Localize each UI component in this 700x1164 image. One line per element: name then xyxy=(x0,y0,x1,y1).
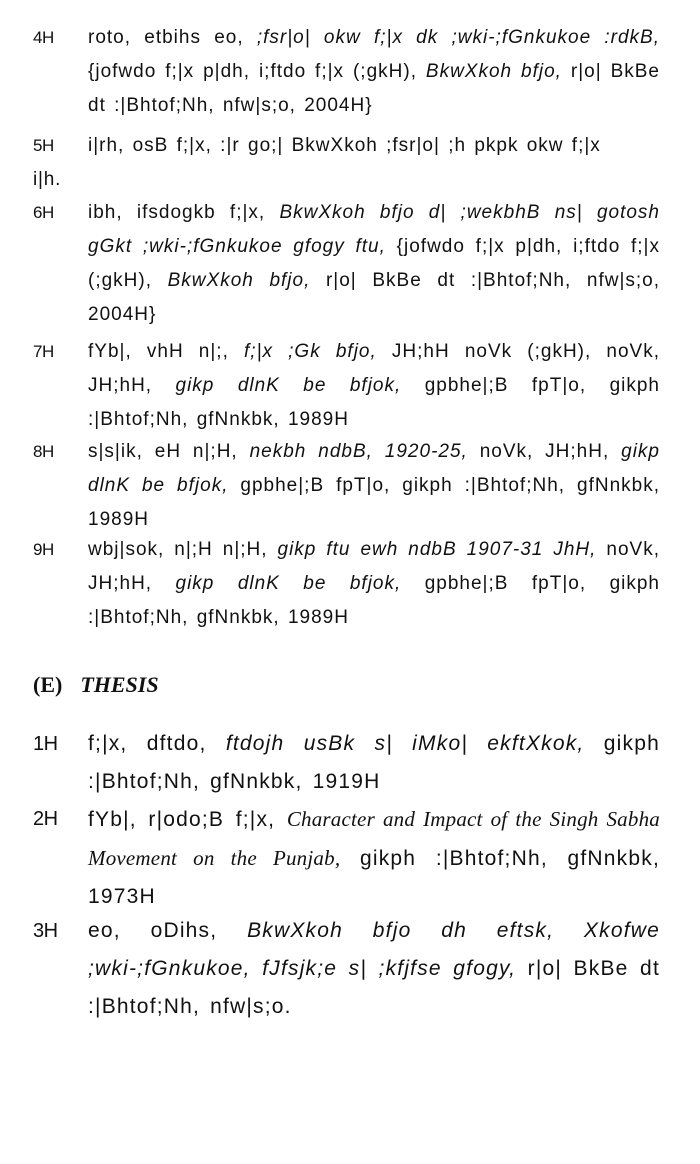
section-heading xyxy=(33,668,159,702)
entry-number: 7H xyxy=(33,342,54,361)
entry-number: 3H xyxy=(33,920,58,942)
entry-number: 1H xyxy=(33,733,58,755)
entry-number: 6H xyxy=(33,203,54,222)
entry-text: roto, etbihs eo, ;fsr|o| okw f;|x dk ;wki-;fGnkukoe :rdkB, {jofwdo f;|x p|dh, i;ftdo f;|x (;gkH), BkwXkoh bfjo, r|o| BkBe dt :|Bhtof;Nh, nfw|s;o, 2004H} xyxy=(88,27,661,116)
entry-text: fYb|, r|odo;B f;|x, Character and Impact of the Singh Sabha Movement on the Punjab, gikph :|Bhtof;Nh, gfNnkbk, 1973H xyxy=(88,807,660,908)
entry-text: f;|x, dftdo, ftdojh usBk s| iMko| ekftXkok, gikph :|Bhtof;Nh, gfNnkbk, 1919H xyxy=(88,732,660,793)
entry-text: s|s|ik, eH n|;H, nekbh ndbB, 1920-25, noVk, JH;hH, gikp dlnK be bfjok, gpbhe|;B fpT|o, gikph :|Bhtof;Nh, gfNnkbk, 1989H xyxy=(88,441,660,530)
section-title: THESIS xyxy=(80,672,159,697)
entry-text: i|rh, osB f;|x, :|r go;| BkwXkoh ;fsr|o| ;h pkpk okw f;|x xyxy=(88,135,601,156)
entry-number: 4H xyxy=(33,28,54,47)
entry-text: eo, oDihs, BkwXkoh bfjo dh eftsk, Xkofwe ;wki-;fGnkukoe, fJfsjk;e s| ;kfjfse gfogy, r|o| BkBe dt :|Bhtof;Nh, nfw|s;o. xyxy=(88,919,660,1018)
section-label: (E) xyxy=(33,672,63,697)
entry-text: ibh, ifsdogkb f;|x, BkwXkoh bfjo d| ;wekbhB ns| gotosh gGkt ;wki-;fGnkukoe gfogy ftu, {jofwdo f;|x p|dh, i;ftdo f;|x (;gkH), BkwXkoh bfjo, r|o| BkBe dt :|Bhtof;Nh, nfw|s;o, 2004H} xyxy=(88,202,661,325)
entry-continuation: i|h. xyxy=(33,169,62,190)
entry-number: 5H xyxy=(33,136,54,155)
entry-number: 2H xyxy=(33,808,58,830)
entry-text: wbj|sok, n|;H n|;H, gikp ftu ewh ndbB 1907-31 JhH, noVk, JH;hH, gikp dlnK be bfjok, gpbhe|;B fpT|o, gikph :|Bhtof;Nh, gfNnkbk, 1989H xyxy=(88,539,660,628)
entry-number: 9H xyxy=(33,540,54,559)
entry-number: 8H xyxy=(33,442,54,461)
entry-text: fYb|, vhH n|;, f;|x ;Gk bfjo, JH;hH noVk (;gkH), noVk, JH;hH, gikp dlnK be bfjok, gpbhe|;B fpT|o, gikph :|Bhtof;Nh, gfNnkbk, 1989H xyxy=(88,341,661,430)
